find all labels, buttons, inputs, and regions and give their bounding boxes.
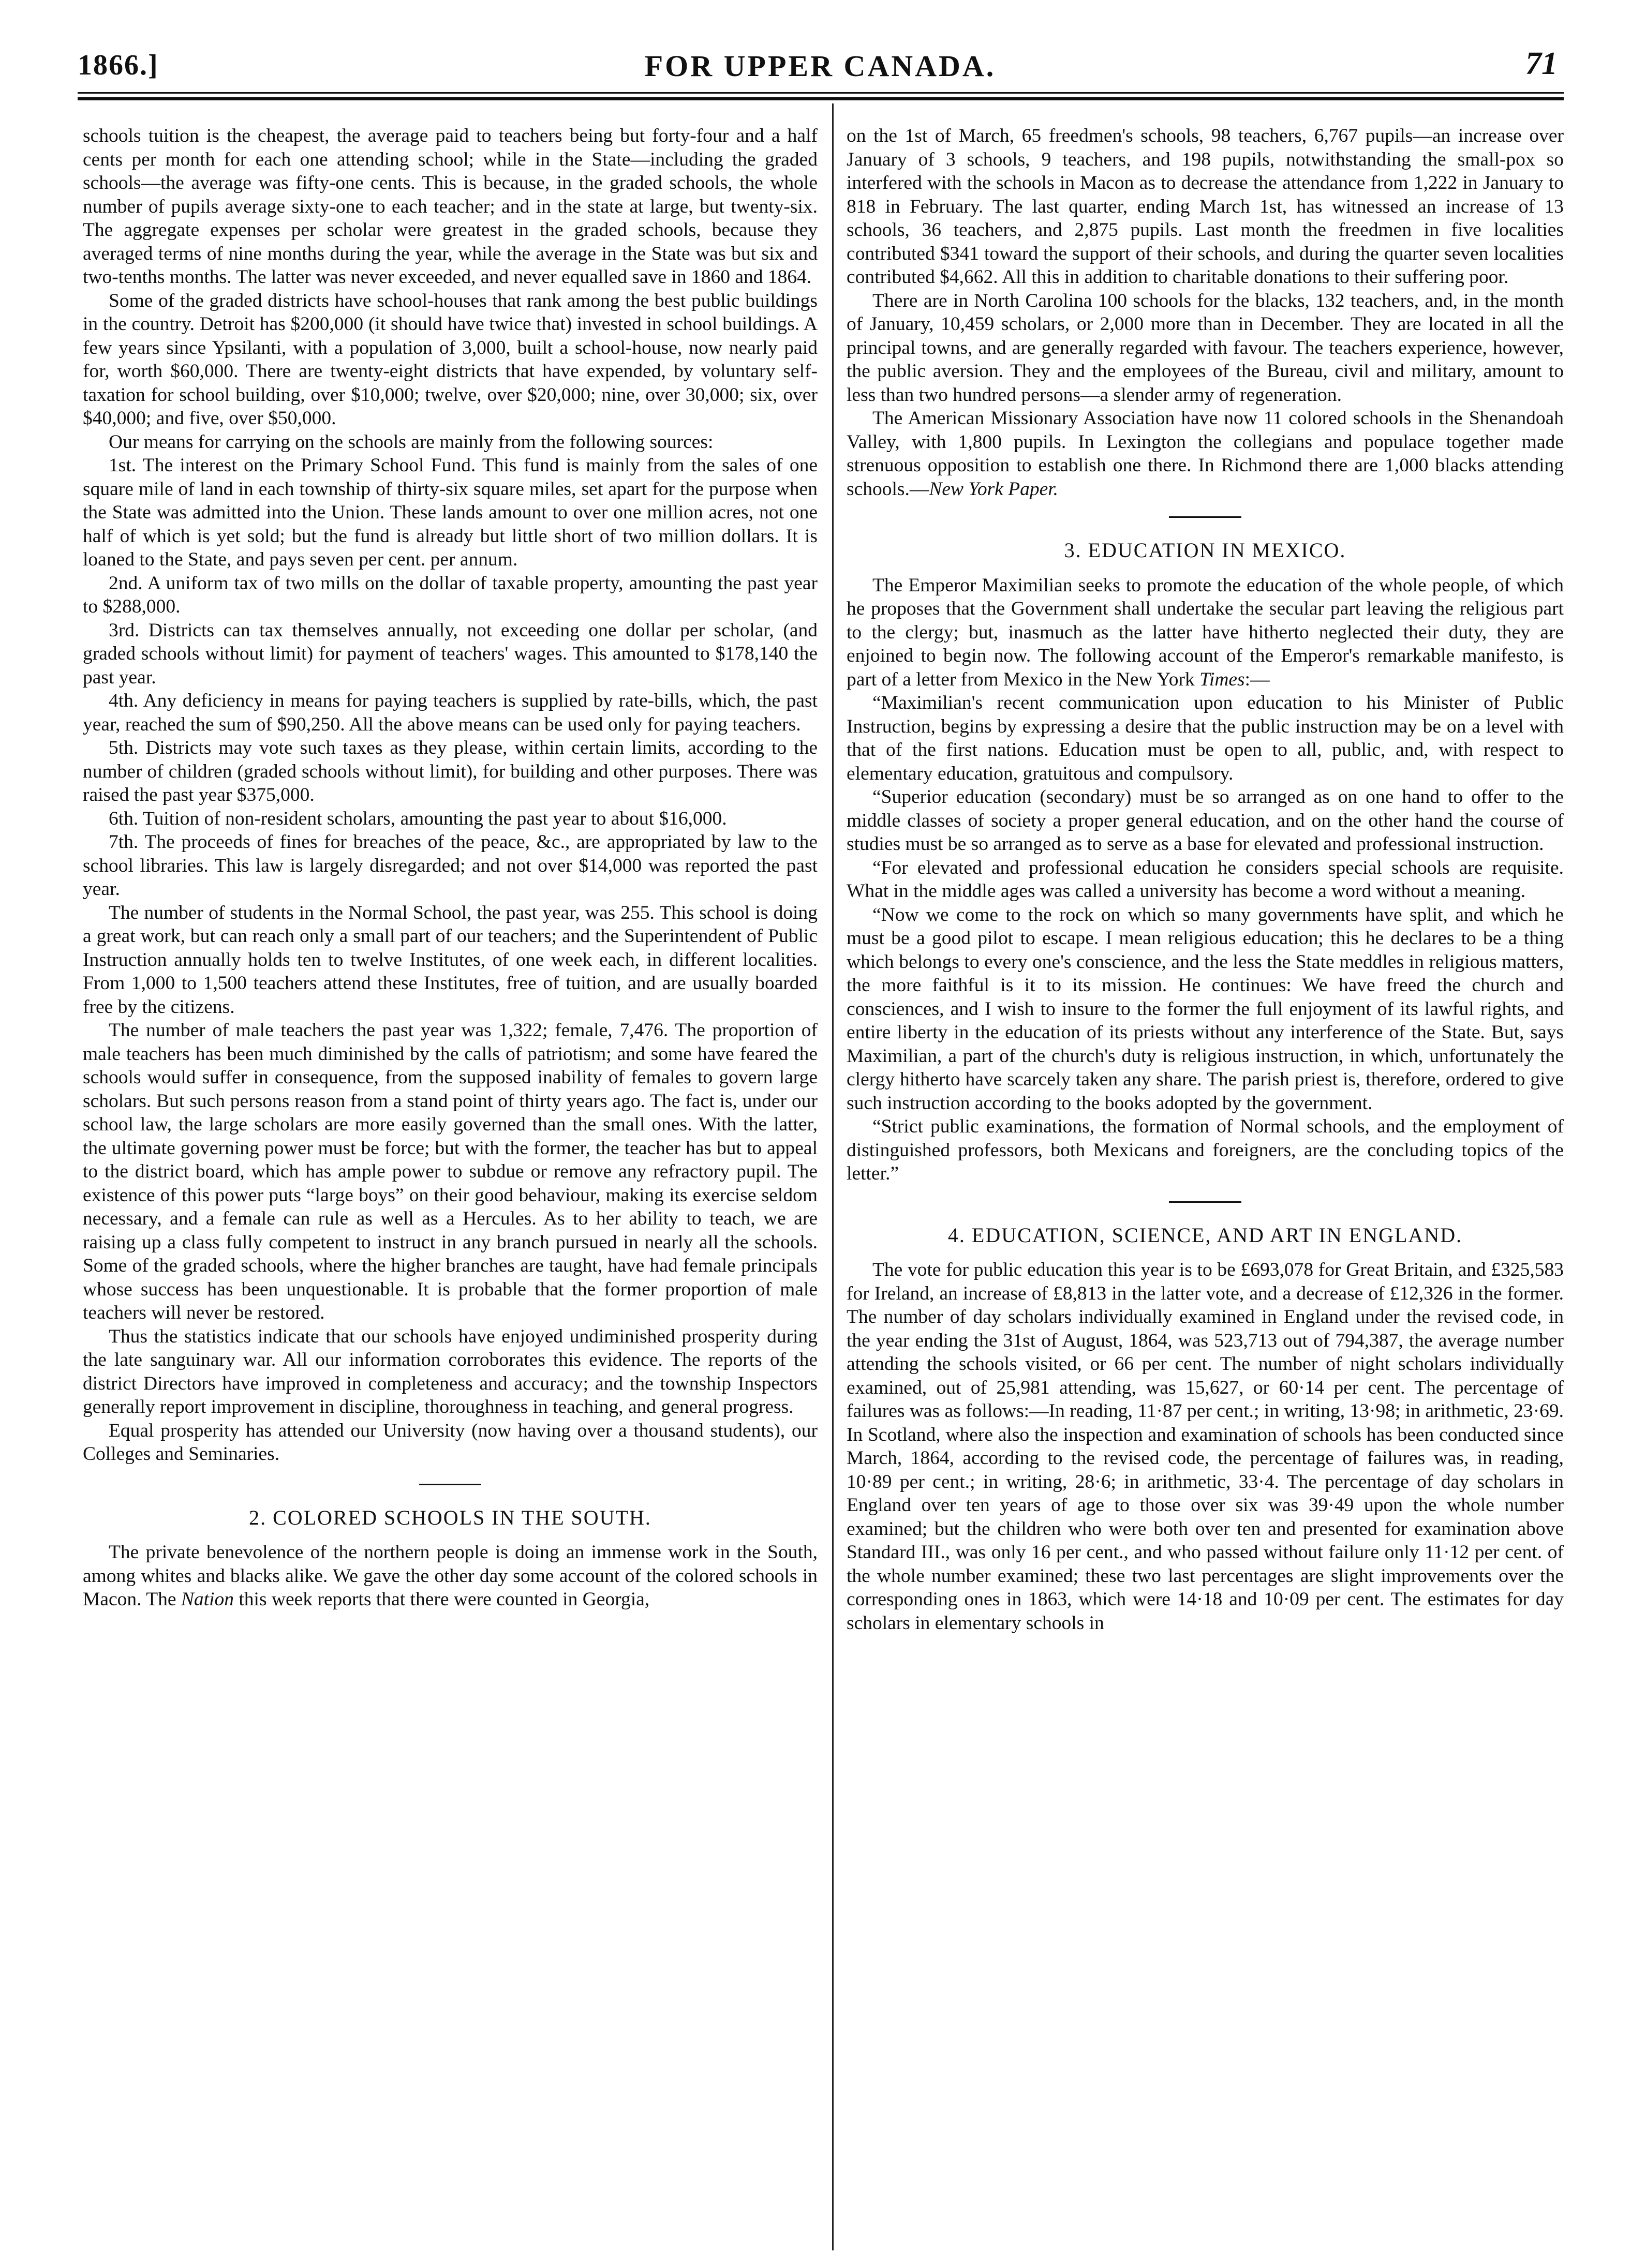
section-heading-mexico: 3. EDUCATION IN MEXICO.: [1064, 539, 1346, 562]
paragraph: There are in North Carolina 100 schools for the blacks, 132 teachers, and, in the month of January, 10,459 scholars, or 2,000 more than in December. They are located in all the principal towns, and are generally regarded with favour. The teachers experience, however, the public aversion. They and the employees of the Bureau, civil and military, amount to less than two hundred persons—a slender army of regeneration.: [847, 290, 1564, 406]
paragraph: 4th. Any deficiency in means for paying teachers is supplied by rate-bills, which, the past year, reached the sum of $90,250. All the above means can be used only for paying teachers.: [83, 690, 818, 735]
paragraph: Our means for carrying on the schools are mainly from the following sources:: [109, 431, 714, 453]
text-run: this week reports that there were counted in Georgia,: [234, 1589, 650, 1610]
text-run: The American Missionary Association have now 11 colored schools in the Shenandoah Valley, with 1,800 pupils. In Lexington the collegians and populace together made strenuous opposition to establish one there. In Richmond there are 1,000 blacks attending schools.—: [847, 408, 1564, 500]
text-run: The private benevolence of the northern people is doing an immense work in the South, among whites and blacks alike. We gave the other day some account of the colored schools in Macon. The: [83, 1542, 818, 1610]
section-separator: [1169, 516, 1241, 518]
text-run-italic: Nation: [181, 1589, 234, 1610]
paragraph: 6th. Tuition of non-resident scholars, amounting the past year to about $16,000.: [109, 808, 727, 829]
paragraph: [847, 407, 1564, 501]
paragraph: 1st. The interest on the Primary School Fund. This fund is mainly from the sales of one square mile of land in each township of thirty-six square miles, set apart for the purpose when the State was admitted into the Union. These lands amount to over one million acres, not one half of which is yet sold; but the fund is already but little short of two million dollars. It is loaned to the State, and pays seven per cent. per annum.: [83, 455, 818, 570]
paragraph: The number of students in the Normal School, the past year, was 255. This school is doing a great work, but can reach only a small part of our teachers; and the Superintendent of Public Instruction annually holds ten to twelve Institutes, of one week each, in different localities. From 1,000 to 1,500 teachers attend these Institutes, free of tuition, and are usually boarded free by the citizens.: [83, 902, 818, 1018]
paragraph: “Now we come to the rock on which so many governments have split, and which he must be a good pilot to escape. I mean religious education; this he declares to be a thing which belongs to every one's conscience, and the less the State meddles in religious matters, the more faithful is it to its mission. He continues: We have freed the church and consciences, and I wish to insure to the former the full enjoyment of its lawful rights, and entire liberty in the education of its priests without any interference of the State. But, says Maximilian, a part of the church's duty is religious instruction, in which, unfortunately the clergy hitherto have scarcely taken any share. The parish priest is, therefore, ordered to give such instruction according to the books adopted by the government.: [847, 904, 1564, 1114]
paragraph: [847, 574, 1564, 692]
paragraph: [83, 1541, 818, 1612]
header-year: 1866.]: [78, 49, 159, 81]
paragraph: The number of male teachers the past year was 1,322; female, 7,476. The proportion of male teachers has been much diminished by the calls of patriotism; and some have feared the schools would suffer in consequence, from the supposed inability of females to govern large scholars. But such persons reason from a stand point of thirty years ago. The fact is, under our school law, the large scholars are more easily governed than the small ones. With the latter, the ultimate governing power must be force; but with the former, the teacher has but to appeal to the district board, which has ample power to subdue or remove any refractory pupil. The existence of this power puts “large boys” on their good behaviour, making its exercise seldom necessary, and a female can rule as well as a Hercules. As to her ability to teach, we are raising up a class fully competent to instruct in any branch pursued in nearly all the schools. Some of the graded schools, where the higher branches are taught, have had female principals whose success has been unquestionable. It is probable that the former proportion of male teachers will never be restored.: [83, 1020, 818, 1323]
paragraph: Equal prosperity has attended our University (now having over a thousand students), our Colleges and Seminaries.: [83, 1420, 818, 1465]
text-run-italic: New York Paper.: [929, 478, 1059, 500]
paragraph: Some of the graded districts have school-houses that rank among the best public buildings in the country. Detroit has $200,000 (it should have twice that) invested in school buildings. A few years since Ypsilanti, with a population of 3,000, built a school-house, now nearly paid for, worth $60,000. There are twenty-eight districts that have expended, by voluntary self-taxation for school building, over $10,000; twelve, over $20,000; nine, over 30,000; six, over $40,000; and five, over $50,000.: [83, 290, 818, 429]
left-column: [83, 124, 818, 1612]
column-divider: [832, 103, 834, 2250]
section-heading-colored-schools: 2. COLORED SCHOOLS IN THE SOUTH.: [249, 1505, 651, 1529]
paragraph: “Strict public examinations, the formation of Normal schools, and the employment of distinguished professors, both Mexicans and foreigners, are the concluding topics of the letter.”: [847, 1116, 1564, 1184]
text-run: The Emperor Maximilian seeks to promote the education of the whole people, of which he proposes that the Government shall undertake the secular part leaving the religious part to the clergy; but, inasmuch as the latter have hitherto neglected their duty, they are enjoined to begin now. The following account of the Emperor's remarkable manifesto, is part of a letter from Mexico in the New York: [847, 574, 1564, 690]
right-column: [847, 124, 1564, 1635]
paragraph: Thus the statistics indicate that our schools have enjoyed undiminished prosperity during the late sanguinary war. All our information corroborates this evidence. The reports of the district Directors have improved in completeness and accuracy; and the township Inspectors generally report improvement in discipline, thoroughness in teaching, and general progress.: [83, 1325, 818, 1418]
section-separator: [419, 1484, 481, 1485]
paragraph: “For elevated and professional education he considers special schools are requisite. What in the middle ages was called a university has become a word without a meaning.: [847, 857, 1564, 902]
paragraph: 7th. The proceeds of fines for breaches of the peace, &c., are appropriated by law to the school libraries. This law is largely disregarded; and not over $14,000 was reported the past year.: [83, 831, 818, 900]
paragraph: schools tuition is the cheapest, the average paid to teachers being but forty-four and a half cents per month for each one attending school; while in the State—including the graded schools—the average was fifty-one cents. This is because, in the graded schools, the whole number of pupils average sixty-one to each teacher; and in the state at large, but twenty-six. The aggregate expenses per scholar were greatest in the graded schools, because they averaged terms of nine months during the year, while the average in the State was but six and two-tenths months. The latter was never exceeded, and never equalled save in 1860 and 1864.: [83, 125, 818, 288]
section-separator: [1169, 1201, 1241, 1203]
paragraph: The vote for public education this year is to be £693,078 for Great Britain, and £325,583 for Ireland, an increase of £8,813 in the latter vote, and a decrease of £12,326 in the former. The number of day scholars individually examined in England under the revised code, in the year ending the 31st of August, 1864, was 523,713 out of 794,387, the average number attending the schools visited, or 66 per cent. The number of night scholars individually examined, out of 25,981 attending, was 15,627, or 60·14 per cent. The percentage of failures was as follows:—In reading, 11·87 per cent.; in writing, 13·98; in arithmetic, 23·69. In Scotland, where also the inspection and examination of schools has been conducted since March, 1864, according to the revised code, the percentage of failures was, in reading, 10·89 per cent.; in writing, 28·6; in arithmetic, 33·4. The percentage of day scholars in England over ten years of age to those over six was 39·49 upon the whole number examined; but the children who were both over ten and presented for examination above Standard III., was only 16 per cent., and who passed without failure only 11·12 per cent. of the whole number examined; these two last percentages are slight improvements over the corresponding ones in 1863, which were 14·18 and 10·09 per cent. The estimates for day scholars in elementary schools in: [847, 1259, 1564, 1634]
header-rule-thick: [78, 97, 1564, 100]
page-header: [78, 46, 1563, 92]
paragraph: 5th. Districts may vote such taxes as they please, within certain limits, according to the number of children (graded schools without limit), for building and other purposes. There was raised the past year $375,000.: [83, 737, 818, 805]
paragraph: “Maximilian's recent communication upon education to his Minister of Public Instruction, begins by expressing a desire that the public instruction may be on a level with that of the first nations. Education must be open to all, public, and, with respect to elementary education, gratuitous and compulsory.: [847, 692, 1564, 784]
paragraph: 3rd. Districts can tax themselves annually, not exceeding one dollar per scholar, (and graded schools without limit) for payment of teachers' wages. This amounted to $178,140 the past year.: [83, 619, 818, 688]
paragraph: on the 1st of March, 65 freedmen's schools, 98 teachers, 6,767 pupils—an increase over January of 3 schools, 9 teachers, and 198 pupils, notwithstanding the small-pox so interfered with the schools in Macon as to decrease the attendance from 1,222 in January to 818 in February. The last quarter, ending March 1st, has witnessed an increase of 13 schools, 36 teachers, and 2,875 pupils. Last month the freedmen in five localities contributed $341 toward the support of their schools, and during the quarter seven localities contributed $4,662. All this in addition to charitable donations to their suffering poor.: [847, 125, 1564, 288]
paragraph: “Superior education (secondary) must be so arranged as on one hand to offer to the middle classes of society a proper general education, and on the other hand the course of studies must be so arranged as to serve as a base for elevated and professional instruction.: [847, 786, 1564, 855]
header-title: FOR UPPER CANADA.: [644, 49, 996, 83]
paragraph: 2nd. A uniform tax of two mills on the dollar of taxable property, amounting the past year to $288,000.: [83, 572, 818, 617]
page-number: 71: [1525, 46, 1558, 81]
text-run-italic: Times: [1199, 668, 1245, 690]
header-rule-thin: [78, 92, 1564, 94]
section-heading-england: 4. EDUCATION, SCIENCE, AND ART IN ENGLAND.: [947, 1223, 1463, 1247]
text-run: :—: [1244, 668, 1270, 690]
